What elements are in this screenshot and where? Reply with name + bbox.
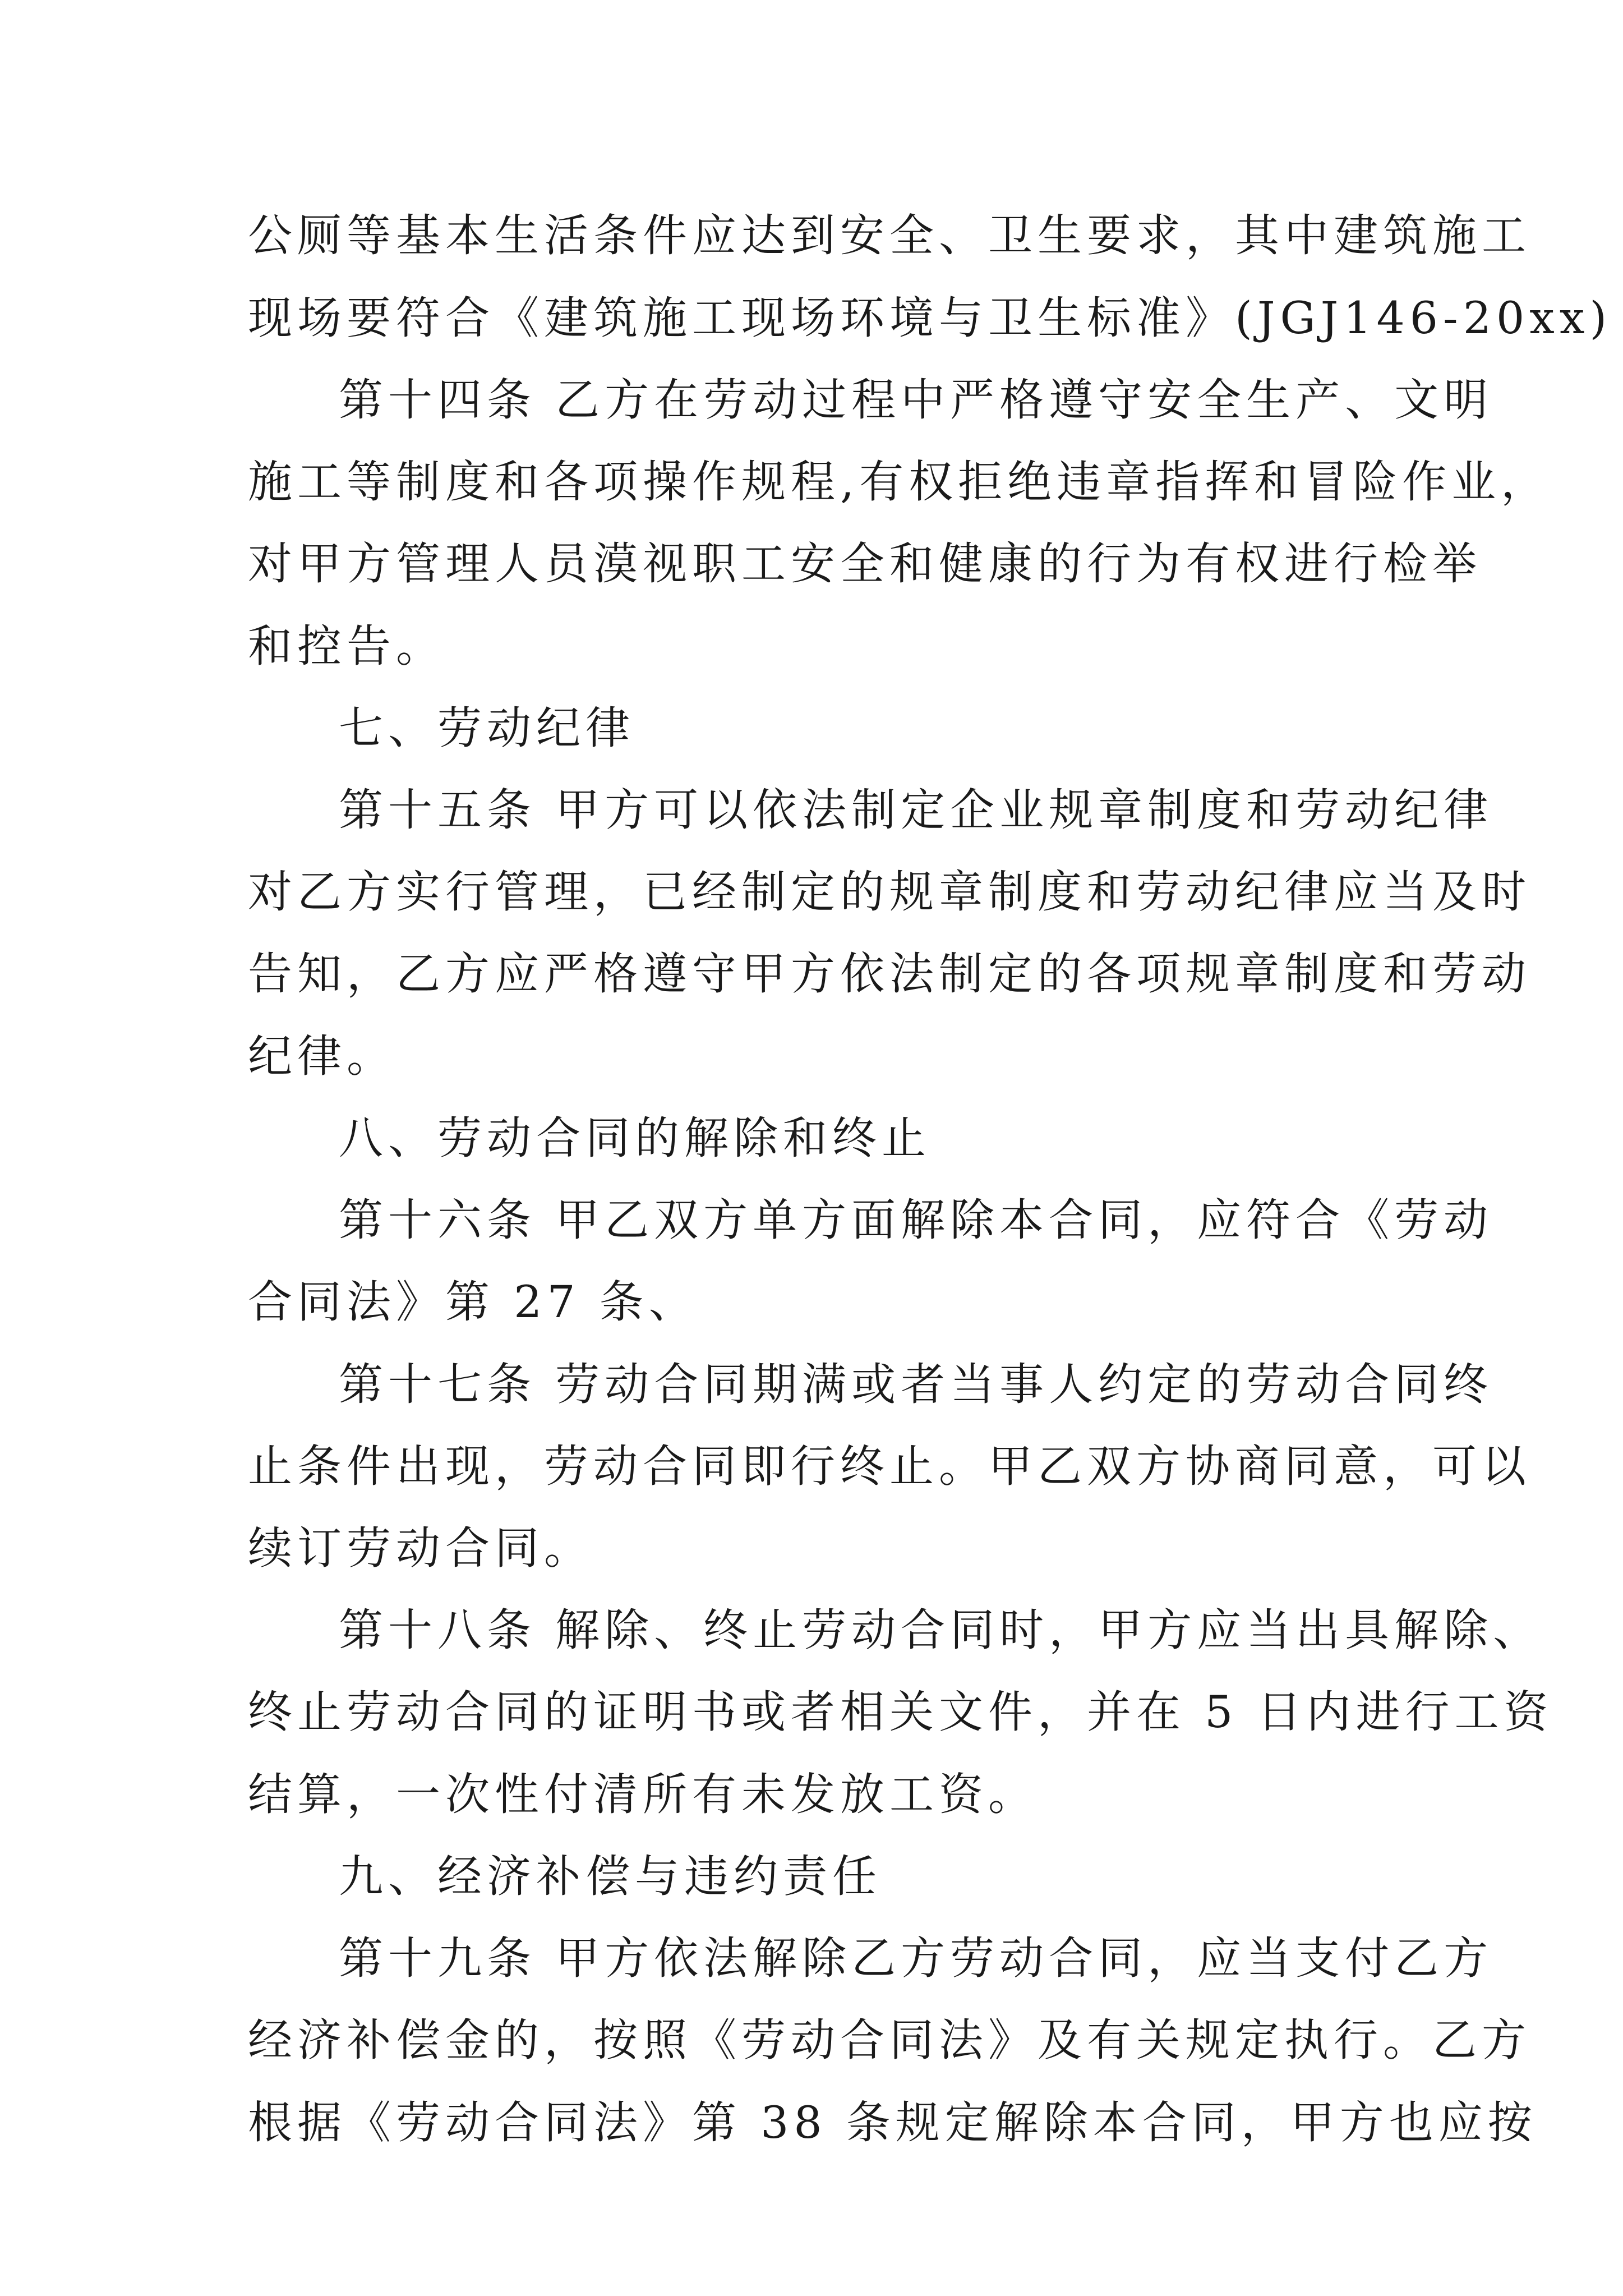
text-line: 第十八条 解除、终止劳动合同时，甲方应当出具解除、 xyxy=(339,1604,1543,1656)
text-line: 第十六条 甲乙双方单方面解除本合同，应符合《劳动 xyxy=(339,1194,1493,1246)
text-line: 第十五条 甲方可以依法制定企业规章制度和劳动纪律 xyxy=(339,784,1493,836)
text-line: 纪律。 xyxy=(248,1030,396,1082)
section-heading: 八、劳动合同的解除和终止 xyxy=(339,1112,931,1164)
text-line: 根据《劳动合同法》第 38 条规定解除本合同，甲方也应按 xyxy=(248,2097,1537,2148)
text-line: 合同法》第 27 条、 xyxy=(248,1276,698,1328)
text-line: 和控告。 xyxy=(248,620,445,672)
text-line: 结算，一次性付清所有未发放工资。 xyxy=(248,1769,1038,1820)
text-line: 第十四条 乙方在劳动过程中严格遵守安全生产、文明 xyxy=(339,374,1493,426)
text-line: 对乙方实行管理，已经制定的规章制度和劳动纪律应当及时 xyxy=(248,866,1531,918)
text-line: 施工等制度和各项操作规程,有权拒绝违章指挥和冒险作业， xyxy=(248,456,1551,508)
text-line: 告知，乙方应严格遵守甲方依法制定的各项规章制度和劳动 xyxy=(248,948,1531,1000)
text-line: 经济补偿金的，按照《劳动合同法》及有关规定执行。乙方 xyxy=(248,2014,1531,2066)
text-line: 公厕等基本生活条件应达到安全、卫生要求，其中建筑施工 xyxy=(248,210,1531,261)
text-line: 第十七条 劳动合同期满或者当事人约定的劳动合同终 xyxy=(339,1359,1493,1410)
text-line: 止条件出现，劳动合同即行终止。甲乙双方协商同意，可以 xyxy=(248,1441,1531,1492)
text-line: 续订劳动合同。 xyxy=(248,1522,593,1574)
section-heading: 九、经济补偿与违约责任 xyxy=(339,1851,882,1902)
text-line: 终止劳动合同的证明书或者相关文件，并在 5 日内进行工资 xyxy=(248,1686,1553,1738)
section-heading: 七、劳动纪律 xyxy=(339,702,635,754)
text-line: 对甲方管理人员漠视职工安全和健康的行为有权进行检举 xyxy=(248,538,1482,590)
text-line: 第十九条 甲方依法解除乙方劳动合同，应当支付乙方 xyxy=(339,1932,1493,1984)
text-line: 现场要符合《建筑施工现场环境与卫生标准》(JGJ146-20xx) xyxy=(248,292,1612,344)
